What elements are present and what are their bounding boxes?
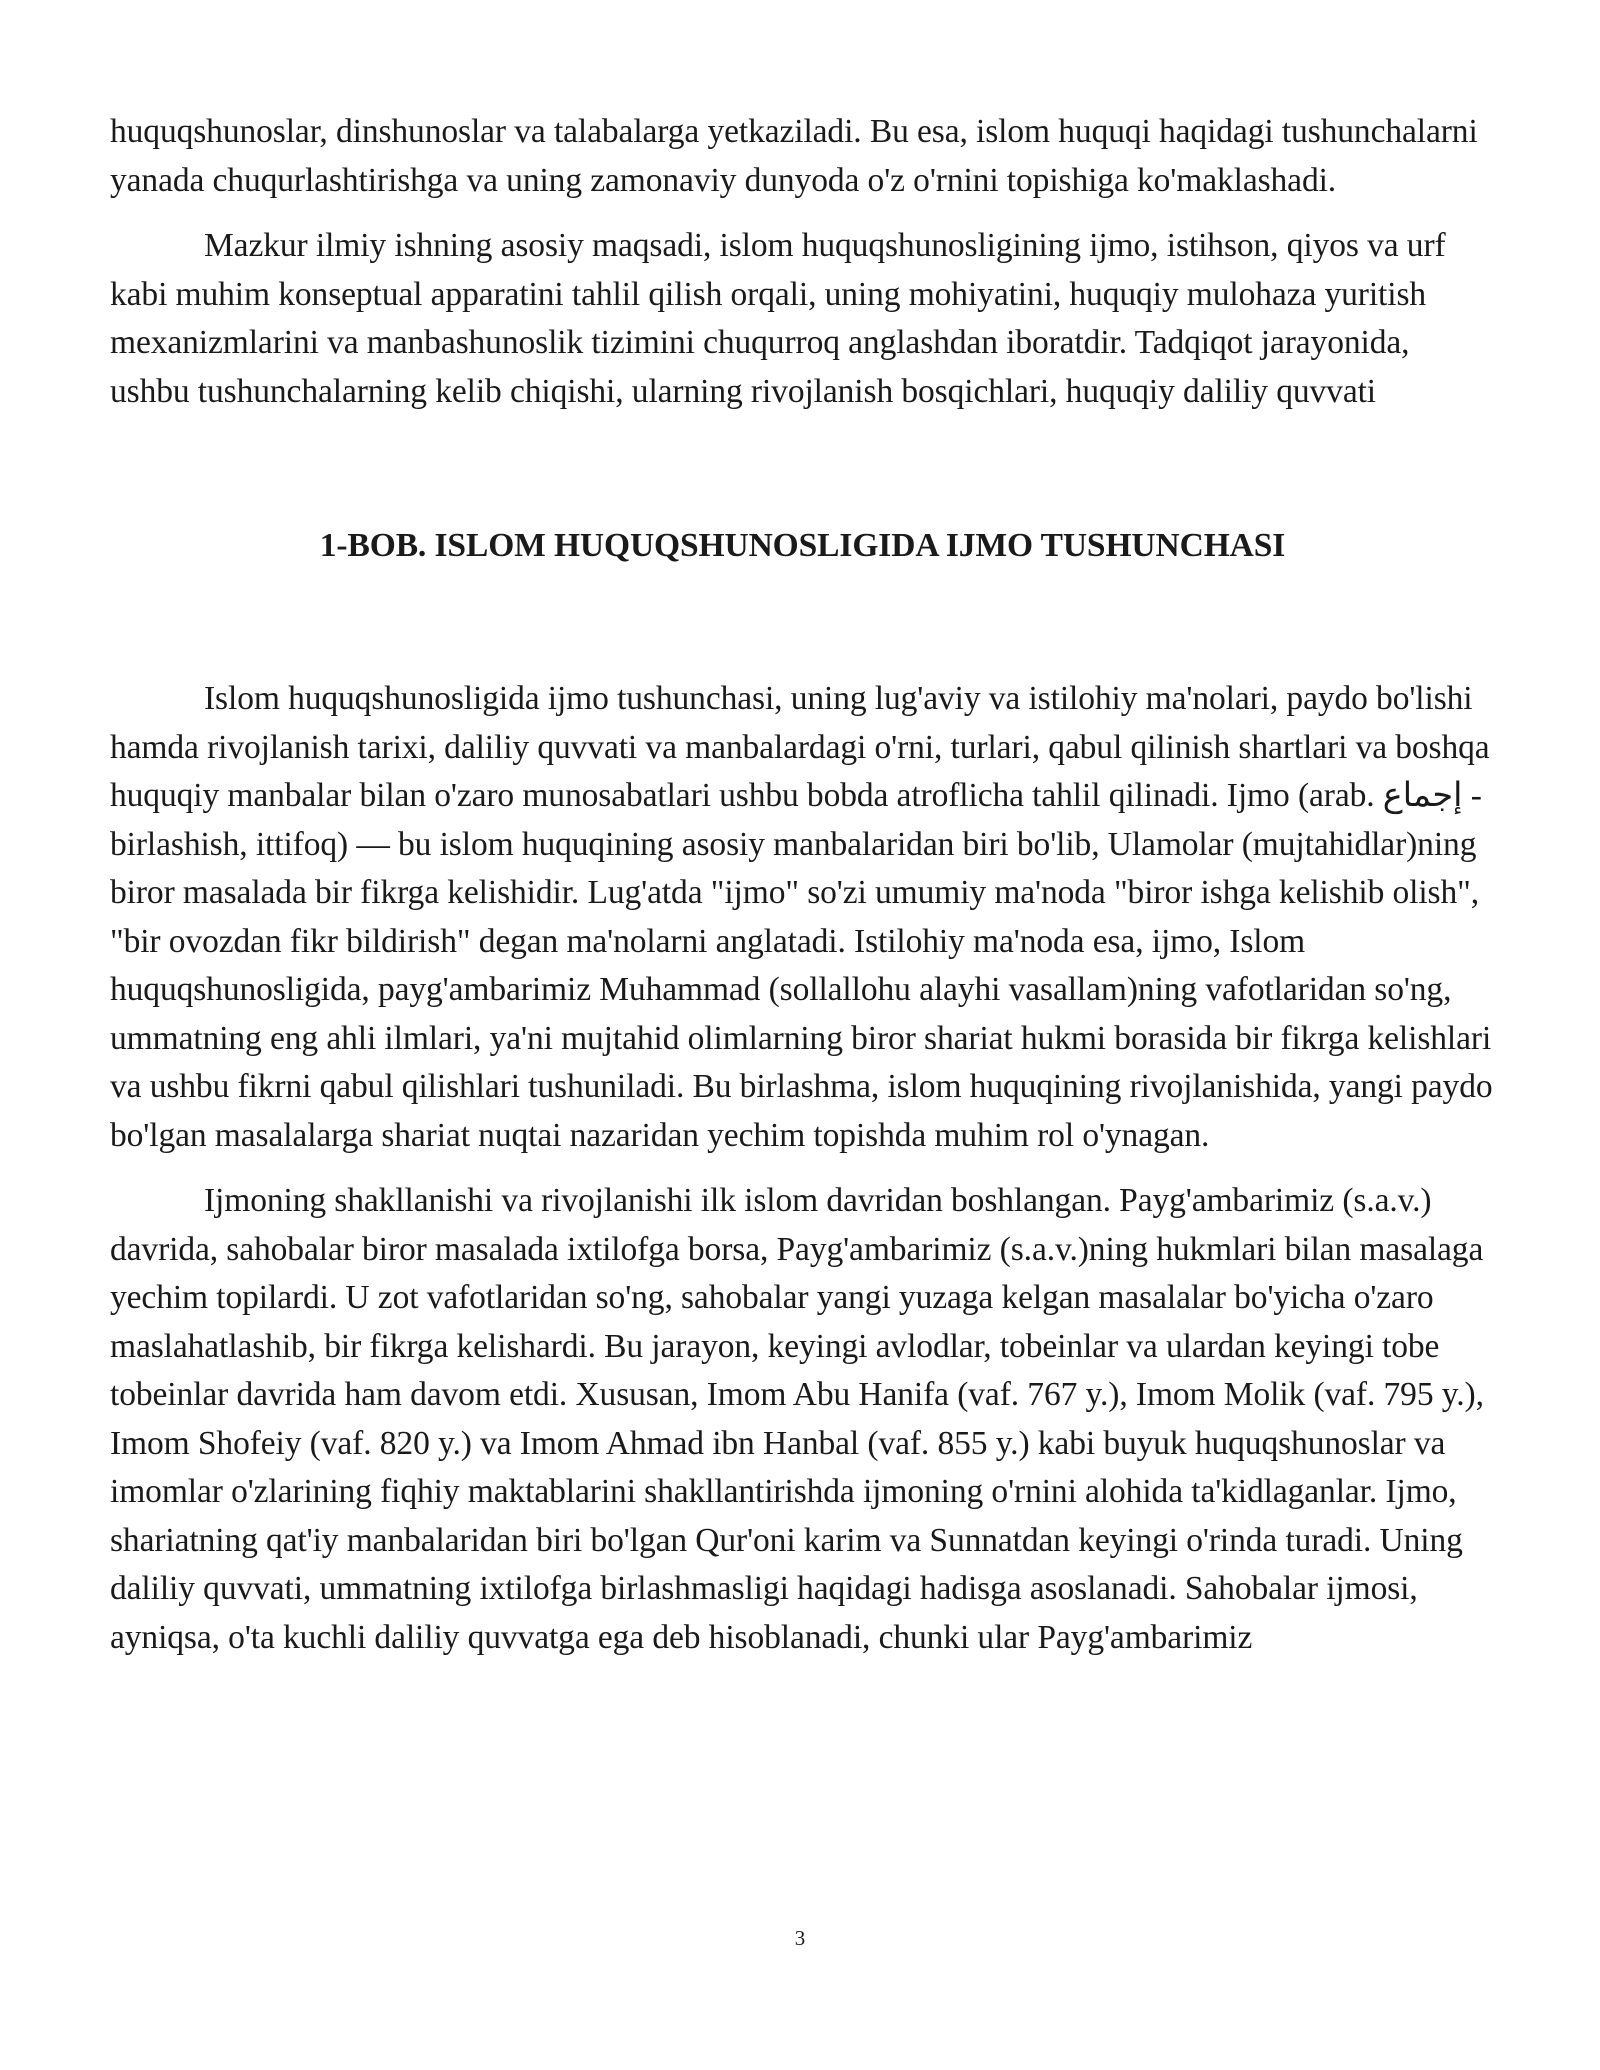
chapter-heading: 1-BOB. ISLOM HUQUQSHUNOSLIGIDA IJMO TUSHUNCHASI [319, 527, 1286, 564]
paragraph-ijmo-definition: Islom huquqshunosligida ijmo tushunchasi, uning lug'aviy va istilohiy ma'nolari, paydo bo'lishi hamda rivojlanish tarixi, daliliy quvvati va manbalardagi o'rni, turlari, qabul qilinish shartlari va boshqa huquqiy manbalar bilan o'zaro munosabatlari ushbu bobda atroflicha tahlil qilinadi. Ijmo (arab. إجماع - birlashish, ittifoq) — bu islom huquqining asosiy manbalaridan biri bo'lib, Ulamolar (mujtahidlar)ning biror masalada bir fikrga kelishidir. Lug'atda "ijmo" so'zi umumiy ma'noda "biror ishga kelishib olish", "bir ovozdan fikr bildirish" degan ma'nolarni anglatadi. Istilohiy ma'noda esa, ijmo, Islom huquqshunosligida, payg'ambarimiz Muhammad (sollallohu alayhi vasallam)ning vafotlaridan so'ng, ummatning eng ahli ilmlari, ya'ni mujtahid olimlarning biror shariat hukmi borasida bir fikrga kelishlari va ushbu fikrni qabul qilishlari tushuniladi. Bu birlashma, islom huquqining rivojlanishida, yangi paydo bo'lgan masalalarga shariat nuqtai nazaridan yechim topishda muhim rol o'ynagan. [110, 680, 1493, 1154]
paragraph-research-goal: Mazkur ilmiy ishning asosiy maqsadi, islom huquqshunosligining ijmo, istihson, qiyos va urf kabi muhim konseptual apparatini tahlil qilish orqali, uning mohiyatini, huquqiy mulohaza yuritish mexanizmlarini va manbashunoslik tizimini chuqurroq anglashdan iboratdir. Tadqiqot jarayonida, ushbu tushunchalarning kelib chiqishi, ularning rivojlanish bosqichlari, huquqiy daliliy quvvati [110, 227, 1446, 410]
chapter-heading-block [110, 522, 1495, 570]
paragraph-ijmo-history: Ijmoning shakllanishi va rivojlanishi ilk islom davridan boshlangan. Payg'ambarimiz (s.a.v.) davrida, sahobalar biror masalada ixtilofga borsa, Payg'ambarimiz (s.a.v.)ning hukmlari bilan masalaga yechim topilardi. U zot vafotlaridan so'ng, sahobalar yangi yuzaga kelgan masalalar bo'yicha o'zaro maslahatlashib, bir fikrga kelishardi. Bu jarayon, keyingi avlodlar, tobeinlar va ulardan keyingi tobe tobeinlar davrida ham davom etdi. Xususan, Imom Abu Hanifa (vaf. 767 y.), Imom Molik (vaf. 795 y.), Imom Shofeiy (vaf. 820 y.) va Imom Ahmad ibn Hanbal (vaf. 855 y.) kabi buyuk huquqshunoslar va imomlar o'zlarining fiqhiy maktablarini shakllantirishda ijmoning o'rnini alohida ta'kidlaganlar. Ijmo, shariatning qat'iy manbalaridan biri bo'lgan Qur'oni karim va Sunnatdan keyingi o'rinda turadi. Uning daliliy quvvati, ummatning ixtilofga birlashmasligi haqidagi hadisga asoslanadi. Sahobalar ijmosi, ayniqsa, o'ta kuchli daliliy quvvatga ega deb hisoblanadi, chunki ular Payg'ambarimiz [110, 1182, 1484, 1656]
page-content [110, 108, 1495, 1662]
paragraph-continuation: huquqshunoslar, dinshunoslar va talabalarga yetkaziladi. Bu esa, islom huquqi haqidagi tushunchalarni yanada chuqurlashtirishga va uning zamonaviy dunyoda o'z o'rnini topishiga ko'maklashadi. [110, 113, 1478, 199]
page-number: 3 [794, 1926, 806, 1950]
